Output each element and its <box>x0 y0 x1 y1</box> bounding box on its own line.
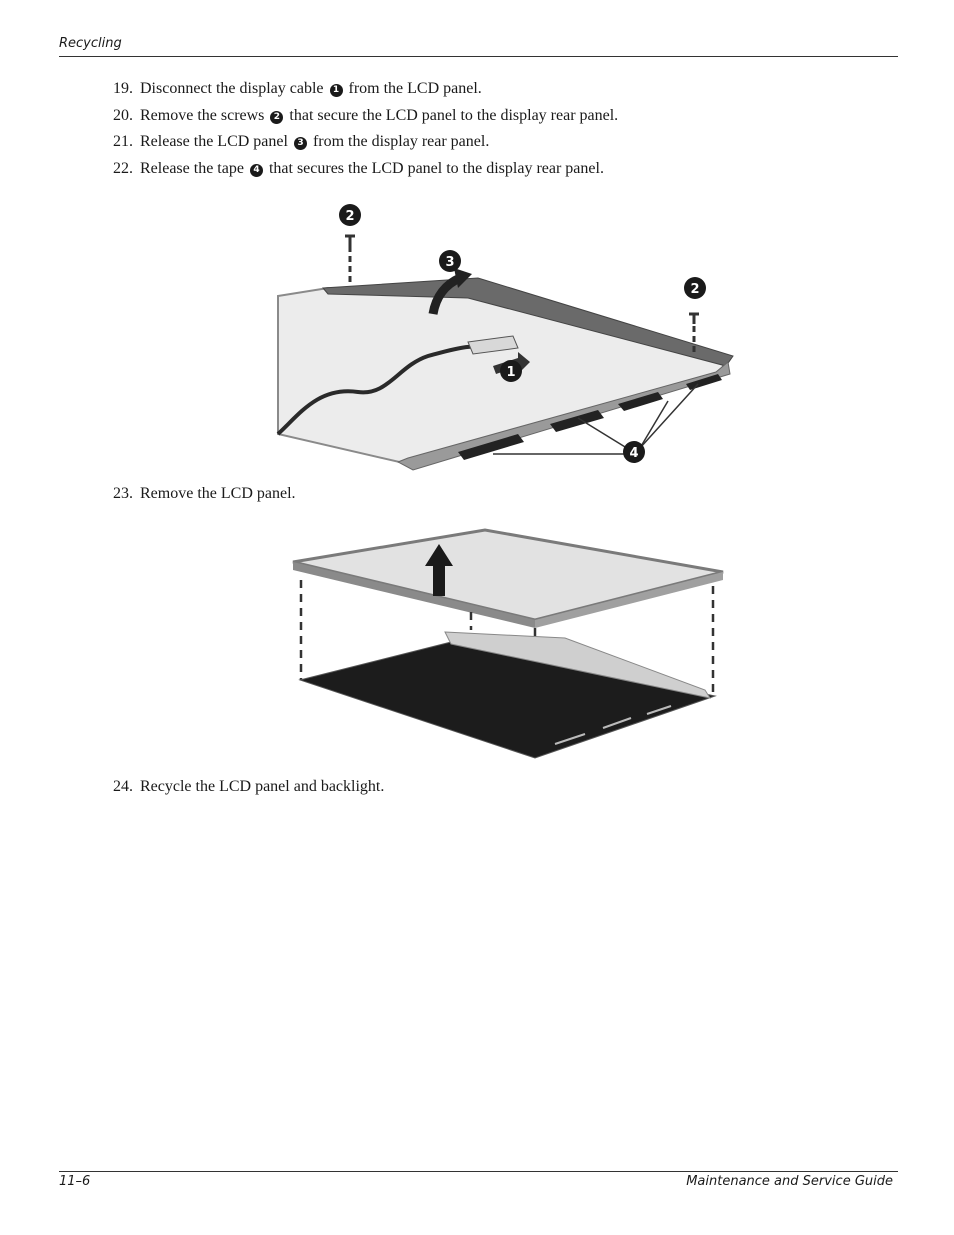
svg-text:4: 4 <box>629 446 639 461</box>
screw-icon <box>689 314 699 324</box>
step-23: 23. Remove the LCD panel. <box>113 485 296 502</box>
step-20: 20. Remove the screws 2 that secure the LCD panel to the display rear panel. <box>113 107 619 124</box>
display-rear-panel <box>293 530 723 620</box>
document-title: Maintenance and Service Guide <box>686 1174 893 1189</box>
callout-1-icon: 1 <box>330 84 343 97</box>
header-rule <box>59 56 898 57</box>
svg-text:2: 2 <box>345 209 355 224</box>
lcd-removal-illustration <box>285 520 730 765</box>
callout-1-icon <box>500 360 522 382</box>
page-number: 11–6 <box>59 1174 91 1189</box>
step-21: 21. Release the LCD panel 3 from the display rear panel. <box>113 133 490 150</box>
callout-3-icon <box>439 250 461 272</box>
step-19: 19. Disconnect the display cable 1 from the LCD panel. <box>113 80 482 97</box>
svg-text:2: 2 <box>690 282 700 297</box>
lcd-panel <box>300 642 715 758</box>
running-header: Recycling <box>59 36 122 51</box>
footer-rule <box>59 1171 898 1172</box>
step-22: 22. Release the tape 4 that secures the LCD panel to the display rear panel. <box>113 160 604 177</box>
callout-2-icon <box>684 277 706 299</box>
callout-3-icon: 3 <box>294 137 307 150</box>
callout-2-icon: 2 <box>270 111 283 124</box>
screw-icon <box>345 236 355 246</box>
lcd-release-illustration <box>268 196 738 474</box>
callout-2-icon <box>339 204 361 226</box>
step-24: 24. Recycle the LCD panel and backlight. <box>113 778 385 795</box>
callout-4-icon: 4 <box>250 164 263 177</box>
svg-text:3: 3 <box>445 255 455 270</box>
callout-4-icon <box>623 441 645 463</box>
svg-text:1: 1 <box>506 365 516 380</box>
